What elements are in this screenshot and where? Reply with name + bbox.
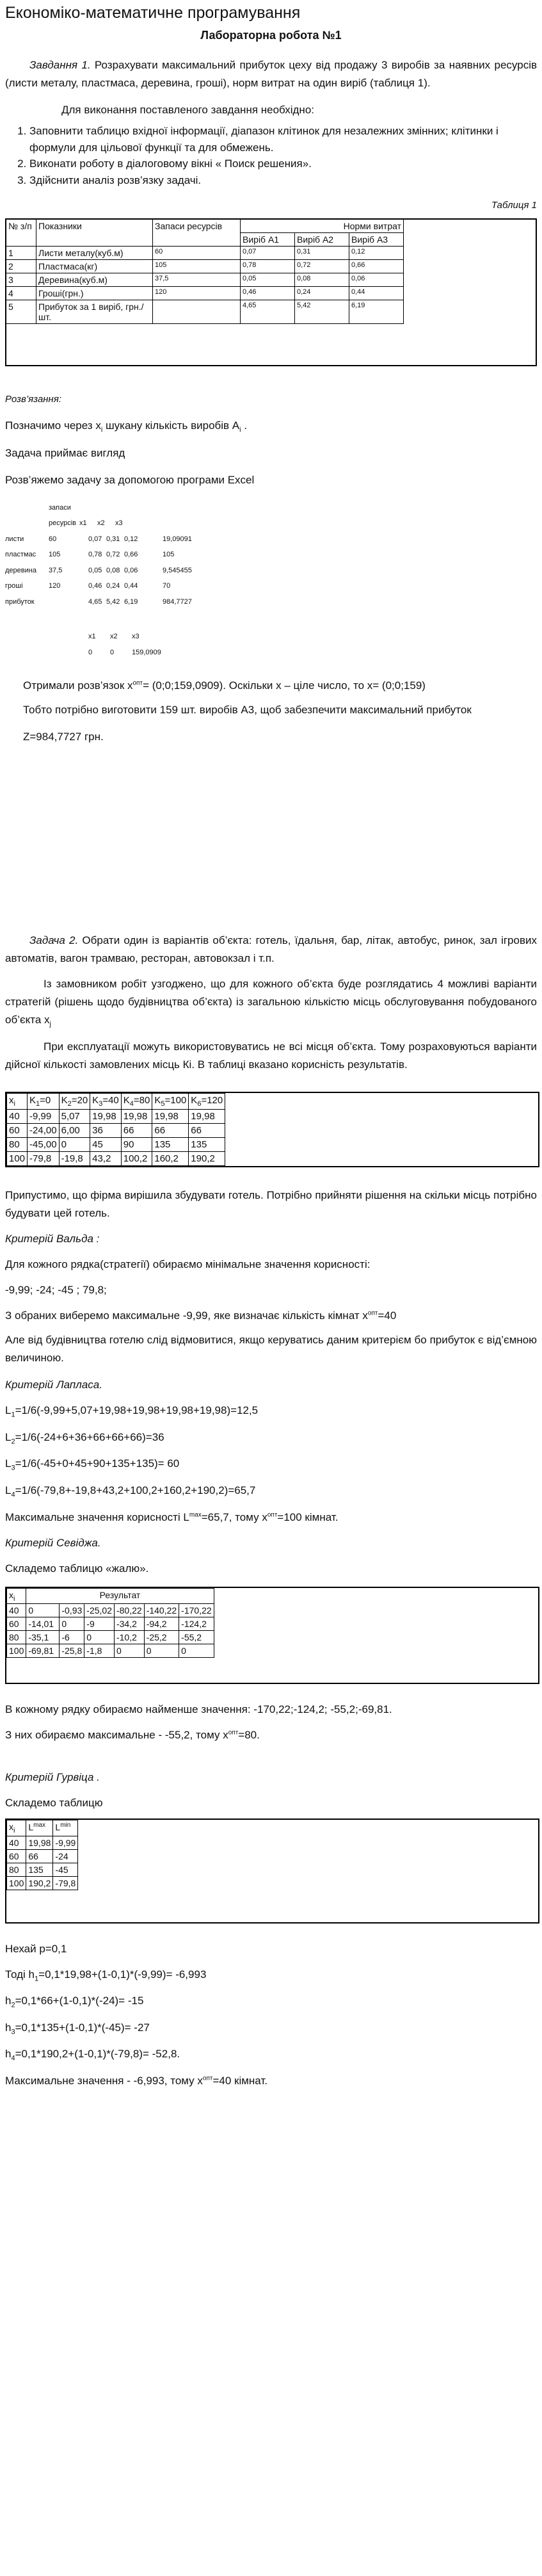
table-row: 100 190,2 -79,8 — [7, 1876, 78, 1890]
task1-label: Завдання 1. — [29, 59, 91, 71]
table-row: 40 19,98 -9,99 — [7, 1836, 78, 1849]
excel-cell: x2 — [97, 519, 105, 528]
table-header: $x_i$ — [7, 1093, 28, 1109]
table-header: $x_i$ — [7, 1588, 26, 1604]
hurwitz-table — [6, 1820, 78, 1890]
task2-paragraph: Задача 2. Обрати один із варіантів об’єкта: готель, їдальня, бар, літак, автобус, ринок, зал ігрових автоматів, вагон трамваю, ресторан, автовокзал і т.п. — [5, 934, 537, 965]
table-row: 40 0 -0,93 -25,02 -80,22 -140,22 -170,22 — [7, 1604, 214, 1617]
table-row: 80 -45,00 0 45 90 135 135 — [7, 1137, 225, 1151]
task2-p3: При експлуатації можуть використовуватись не всі місця об’єкта. Тому розраховуються варіанти дійсної кількості замовлених місць Кі. В таблиці вказано корисність результатів. — [5, 1040, 537, 1071]
table-spacer — [6, 324, 404, 366]
laplace-label: Критерій Лапласа. — [5, 1379, 102, 1391]
table-row: 60 -24,00 6,00 36 66 66 66 — [7, 1123, 225, 1137]
laplace-line: $L_4=1/6(-79,8+-19,8+43,2+100,2+160,2+190,2)=65,7$ — [5, 1484, 256, 1499]
excel-row: деревина 37,5 0,05 0,08 0,06 9,545455 — [5, 566, 192, 574]
final-answer: Максимальне значення - -6,993, тому $x^{опт}=40$ кімнат. — [5, 2075, 268, 2087]
laplace-line: $L_2=1/6(-24+6+36+66+66+66)=36$ — [5, 1430, 164, 1446]
wald-p4: Але від будівництва готелю слід відмовитися, якщо керуватись даним критерієм бо прибуток є від’ємною величиною. — [5, 1334, 537, 1365]
table-row: 4 Гроші(грн.) 120 0,46 0,24 0,44 — [6, 287, 536, 300]
table-row: 80 135 -45 — [7, 1863, 78, 1876]
table-row: 60 66 -24 — [7, 1849, 78, 1863]
excel-cell: ресурсів — [49, 519, 77, 528]
solution-p1: Позначимо через $x_i$ шукану кількість виробів $A_i$ . — [5, 419, 248, 434]
savage-p3: З них обираємо максимальне - -55,2, тому $x^{опт}=80$. — [5, 1728, 260, 1741]
excel-cell: x1 — [79, 519, 87, 528]
excel-table — [5, 503, 537, 658]
savage-p2: В кожному рядку обираємо найменше значення: -170,22;-124,2; -55,2;-69,81. — [5, 1703, 392, 1715]
table-row: 5 Прибуток за 1 виріб, грн./шт. 4,65 5,42 6,19 — [6, 300, 536, 324]
table-header: $K_5=100$ — [152, 1093, 189, 1109]
wald-p2: -9,99; -24; -45 ; 79,8; — [5, 1284, 107, 1297]
task2-label: Задача 2. — [29, 934, 79, 947]
table-header: Запаси ресурсів — [153, 219, 241, 247]
hurwitz-label: Критерій Гурвіца . — [5, 1770, 100, 1783]
solution-p3: Розв’яжемо задачу за допомогою програми Excel — [5, 474, 255, 487]
list-item: 2. Виконати роботу в діалоговому вікні « Поиск решения». — [29, 156, 537, 172]
table-header: $x_i$ — [7, 1820, 26, 1836]
table-header: Норми витрат — [241, 219, 404, 233]
h-line: $h_2=0,1*66+(1-0,1)*(-24)= -15$ — [5, 1995, 144, 2009]
table-header: Виріб А2 — [295, 233, 349, 247]
laplace-line: $L_3=1/6(-45+0+45+90+135+135)= 60$ — [5, 1457, 180, 1472]
table-row: 2 Пластмаса(кг) 105 0,78 0,72 0,66 — [6, 260, 536, 273]
regret-table — [6, 1588, 214, 1658]
h-line: Тоді $h_1=0,1*19,98+(1-0,1)*(-9,99)= -6,993$ — [5, 1968, 207, 1983]
lab-title: Лабораторна робота №1 — [200, 29, 342, 42]
list-item: 3. Здійснити аналіз розв’язку задачі. — [29, 172, 537, 189]
laplace-max: Максимальне значення корисності $L^{max}=65,7$, тому $x^{опт}=100$ кімнат. — [5, 1511, 339, 1523]
excel-row: 0 0 159,0909 — [88, 648, 161, 656]
hurwitz-p1: Складемо таблицю — [5, 1796, 103, 1809]
z-value: Z=984,7727 грн. — [23, 731, 104, 743]
table-header: $K_6=120$ — [189, 1093, 225, 1109]
excel-cell: запаси — [49, 503, 71, 512]
excel-row: листи 60 0,07 0,31 0,12 19,09091 — [5, 535, 192, 543]
table-caption: Таблиця 1 — [491, 200, 537, 211]
utility-table-frame — [5, 1092, 539, 1167]
excel-cell: x3 — [115, 519, 123, 528]
table-header: $L^{max}$ — [26, 1820, 53, 1836]
laplace-line: $L_1=1/6(-9,99+5,07+19,98+19,98+19,98+19,98)=12,5$ — [5, 1404, 259, 1419]
table-header: $K_2=20$ — [59, 1093, 90, 1109]
table-header: Виріб А3 — [349, 233, 404, 247]
p-value: Нехай p=0,1 — [5, 1942, 67, 1955]
table-spacer — [404, 219, 537, 324]
excel-row: x1 x2 x3 — [88, 633, 139, 641]
input-table — [5, 218, 537, 366]
table-header: $K_3=40$ — [90, 1093, 122, 1109]
table-header: Показники — [36, 219, 153, 247]
savage-p1: Складемо таблицю «жалю». — [5, 1562, 149, 1575]
h-line: $h_3=0,1*135+(1-0,1)*(-45)= -27$ — [5, 2021, 150, 2036]
page-title: Економіко-математичне програмування — [5, 4, 301, 22]
task1-paragraph: Завдання 1. Розрахувати максимальний прибуток цеху від продажу 3 виробів за наявних ресурсів (листи металу, пластмаса, деревина, гроші), норм витрат на один виріб (таблиця 1). — [5, 59, 538, 90]
assume-text: Припустимо, що фірма вирішила збудувати готель. Потрібно прийняти рішення на скільки місць потрібно будувати цей готель. — [5, 1188, 537, 1220]
excel-row: прибуток 4,65 5,42 6,19 984,7727 — [5, 597, 192, 606]
table-header: Виріб А1 — [241, 233, 295, 247]
hurwitz-table-frame — [5, 1819, 539, 1924]
regret-table-frame — [5, 1587, 539, 1684]
table-row: 100 -79,8 -19,8 43,2 100,2 160,2 190,2 — [7, 1151, 225, 1165]
utility-table — [6, 1093, 225, 1166]
need-text: Тобто потрібно виготовити 159 шт. виробів А3, щоб забезпечити максимальний прибуток — [23, 704, 472, 717]
table-row: 40 -9,99 5,07 19,98 19,98 19,98 19,98 — [7, 1109, 225, 1123]
table-header: $K_1=0$ — [28, 1093, 60, 1109]
got-solution: Отримали розв’язок $x^{опт}=$ (0;0;159,0909). Оскільки x – ціле число, то x= (0;0;159) — [23, 679, 426, 692]
table-row: 1 Листи металу(куб.м) 60 0,07 0,31 0,12 — [6, 247, 536, 260]
task2-p2: Із замовником робіт узгоджено, що для кожного об’єкта буде розглядатись 4 можливі варіанти стратегій (рішень щодо будівництва об’єкта) із загальною кількістю місць обслуговування побудованого об’єкта $x_j$ — [5, 978, 537, 1028]
document-page — [5, 0, 537, 2090]
table-header: Результат — [26, 1588, 214, 1604]
wald-p3: З обраних виберемо максимальне -9,99, яке визначає кількість кімнат $x^{опт}=40$ — [5, 1309, 397, 1322]
solution-label: Розв’язання: — [5, 394, 61, 405]
table-header: $L^{min}$ — [53, 1820, 78, 1836]
task1-needed: Для виконання поставленого завдання необхідно: — [61, 104, 314, 117]
wald-label: Критерій Вальда : — [5, 1233, 100, 1245]
excel-row: пластмас 105 0,78 0,72 0,66 105 — [5, 551, 175, 559]
table-row: 60 -14,01 0 -9 -34,2 -94,2 -124,2 — [7, 1617, 214, 1631]
table-header: $K_4=80$ — [121, 1093, 152, 1109]
excel-row: гроші 120 0,46 0,24 0,44 70 — [5, 582, 171, 590]
page-gap — [5, 746, 537, 932]
savage-label: Критерій Севіджа. — [5, 1536, 101, 1549]
wald-p1: Для кожного рядка(стратегії) обираємо мінімальне значення корисності: — [5, 1258, 371, 1271]
table-row: 80 -35,1 -6 0 -10,2 -25,2 -55,2 — [7, 1631, 214, 1644]
list-item: 1. Заповнити таблицю вхідної інформації, діапазон клітинок для незалежних змінних; клітинки і формули для цільової функції та для обмежень. — [29, 123, 537, 156]
table-row: 3 Деревина(куб.м) 37,5 0,05 0,08 0,06 — [6, 273, 536, 287]
table-row: 100 -69,81 -25,8 -1,8 0 0 0 — [7, 1644, 214, 1658]
solution-p2: Задача приймає вигляд — [5, 447, 125, 460]
task1-steps — [5, 123, 537, 188]
h-line: $h_4=0,1*190,2+(1-0,1)*(-79,8)= -52,8$. — [5, 2048, 180, 2062]
table-header: № з/п — [6, 219, 36, 247]
